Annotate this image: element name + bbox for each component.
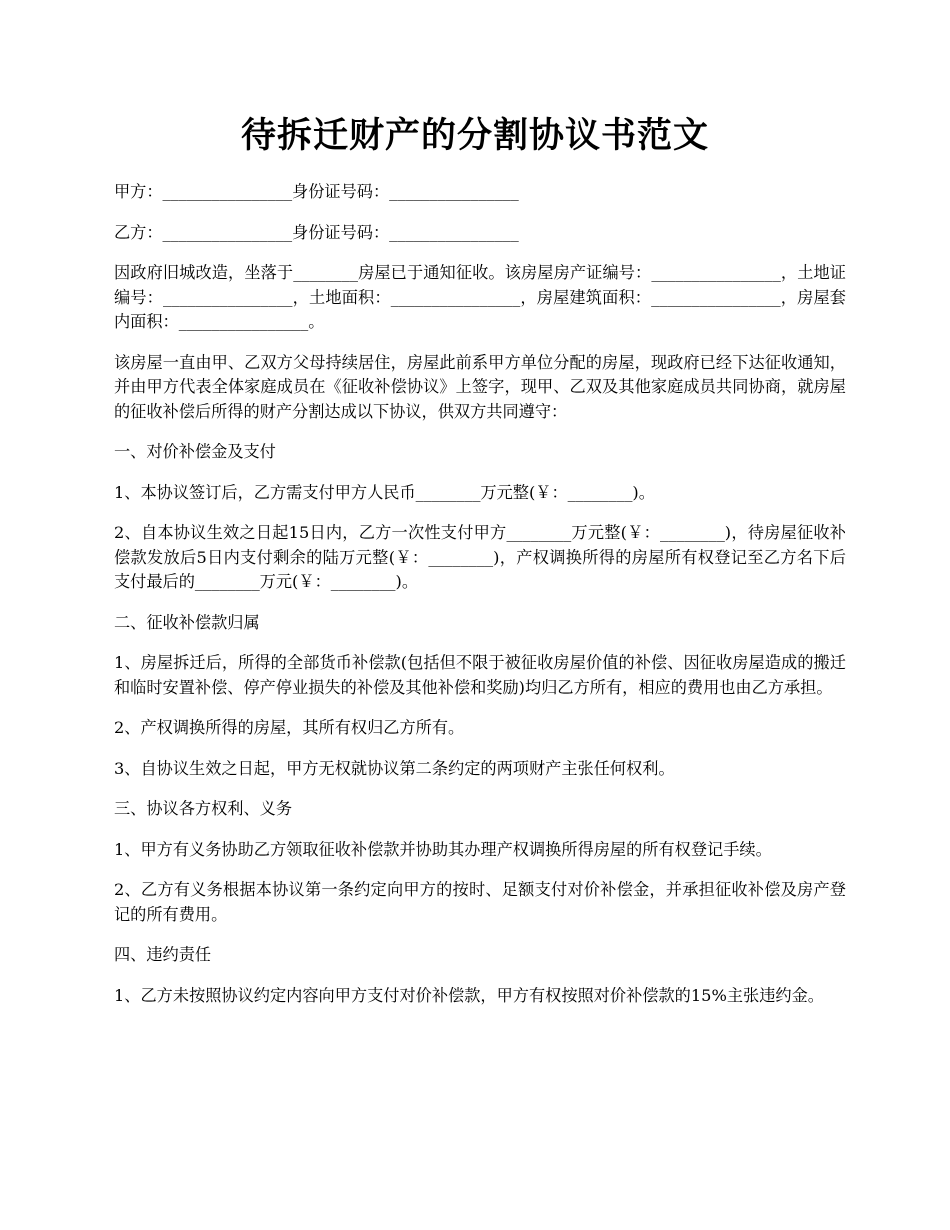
background-paragraph: 该房屋一直由甲、乙双方父母持续居住，房屋此前系甲方单位分配的房屋，现政府已经下达征收通知，并由甲方代表全体家庭成员在《征收补偿协议》上签字，现甲、乙双及其他家庭成员共同协商，就房屋的征收补偿后所得的财产分割达成以下协议，供双方共同遵守： bbox=[114, 352, 846, 421]
document-body bbox=[114, 180, 846, 1024]
section-heading-2: 二、征收补偿款归属 bbox=[114, 612, 260, 632]
clause-4-1: 1、乙方未按照协议约定内容向甲方支付对价补偿款，甲方有权按照对价补偿款的15%主张违约金。 bbox=[114, 985, 824, 1005]
clause-1-2: 2、自本协议生效之日起15日内，乙方一次性支付甲方________万元整(￥：________)，待房屋征收补偿款发放后5日内支付剩余的陆万元整(￥：________)，产权调换所得的房屋所有权登记至乙方名下后支付最后的________万元(￥：________)。 bbox=[114, 523, 846, 591]
party-a-line: 甲方：________________身份证号码：________________ bbox=[114, 182, 519, 201]
clause-2-2: 2、产权调换所得的房屋，其所有权归乙方所有。 bbox=[114, 718, 465, 737]
document-title: 待拆迁财产的分割协议书范文 bbox=[240, 115, 709, 156]
clause-3-1: 1、甲方有义务协助乙方领取征收补偿款并协助其办理产权调换所得房屋的所有权登记手续。 bbox=[114, 839, 772, 859]
clause-2-3: 3、自协议生效之日起，甲方无权就协议第二条约定的两项财产主张任何权利。 bbox=[114, 758, 675, 778]
section-heading-4: 四、违约责任 bbox=[114, 945, 212, 964]
clause-1-1: 1、本协议签订后，乙方需支付甲方人民币________万元整(￥：________)。 bbox=[114, 482, 655, 502]
clause-2-1: 1、房屋拆迁后，所得的全部货币补偿款(包括但不限于被征收房屋价值的补偿、因征收房屋造成的搬迁和临时安置补偿、停产停业损失的补偿及其他补偿和奖励)均归乙方所有，相应的费用也由乙方承担。 bbox=[114, 653, 846, 697]
property-info-paragraph: 因政府旧城改造，坐落于________房屋已于通知征收。该房屋房产证编号：________________，土地证编号：________________，土地面积：________________，房屋建筑面积：________________，房屋套内面积：________________。 bbox=[114, 263, 846, 331]
clause-3-2: 2、乙方有义务根据本协议第一条约定向甲方的按时、足额支付对价补偿金，并承担征收补偿及房产登记的所有费用。 bbox=[114, 880, 846, 924]
section-heading-1: 一、对价补偿金及支付 bbox=[114, 442, 276, 461]
section-heading-3: 三、协议各方权利、义务 bbox=[114, 799, 293, 818]
party-b-line: 乙方：________________身份证号码：________________ bbox=[114, 222, 519, 242]
